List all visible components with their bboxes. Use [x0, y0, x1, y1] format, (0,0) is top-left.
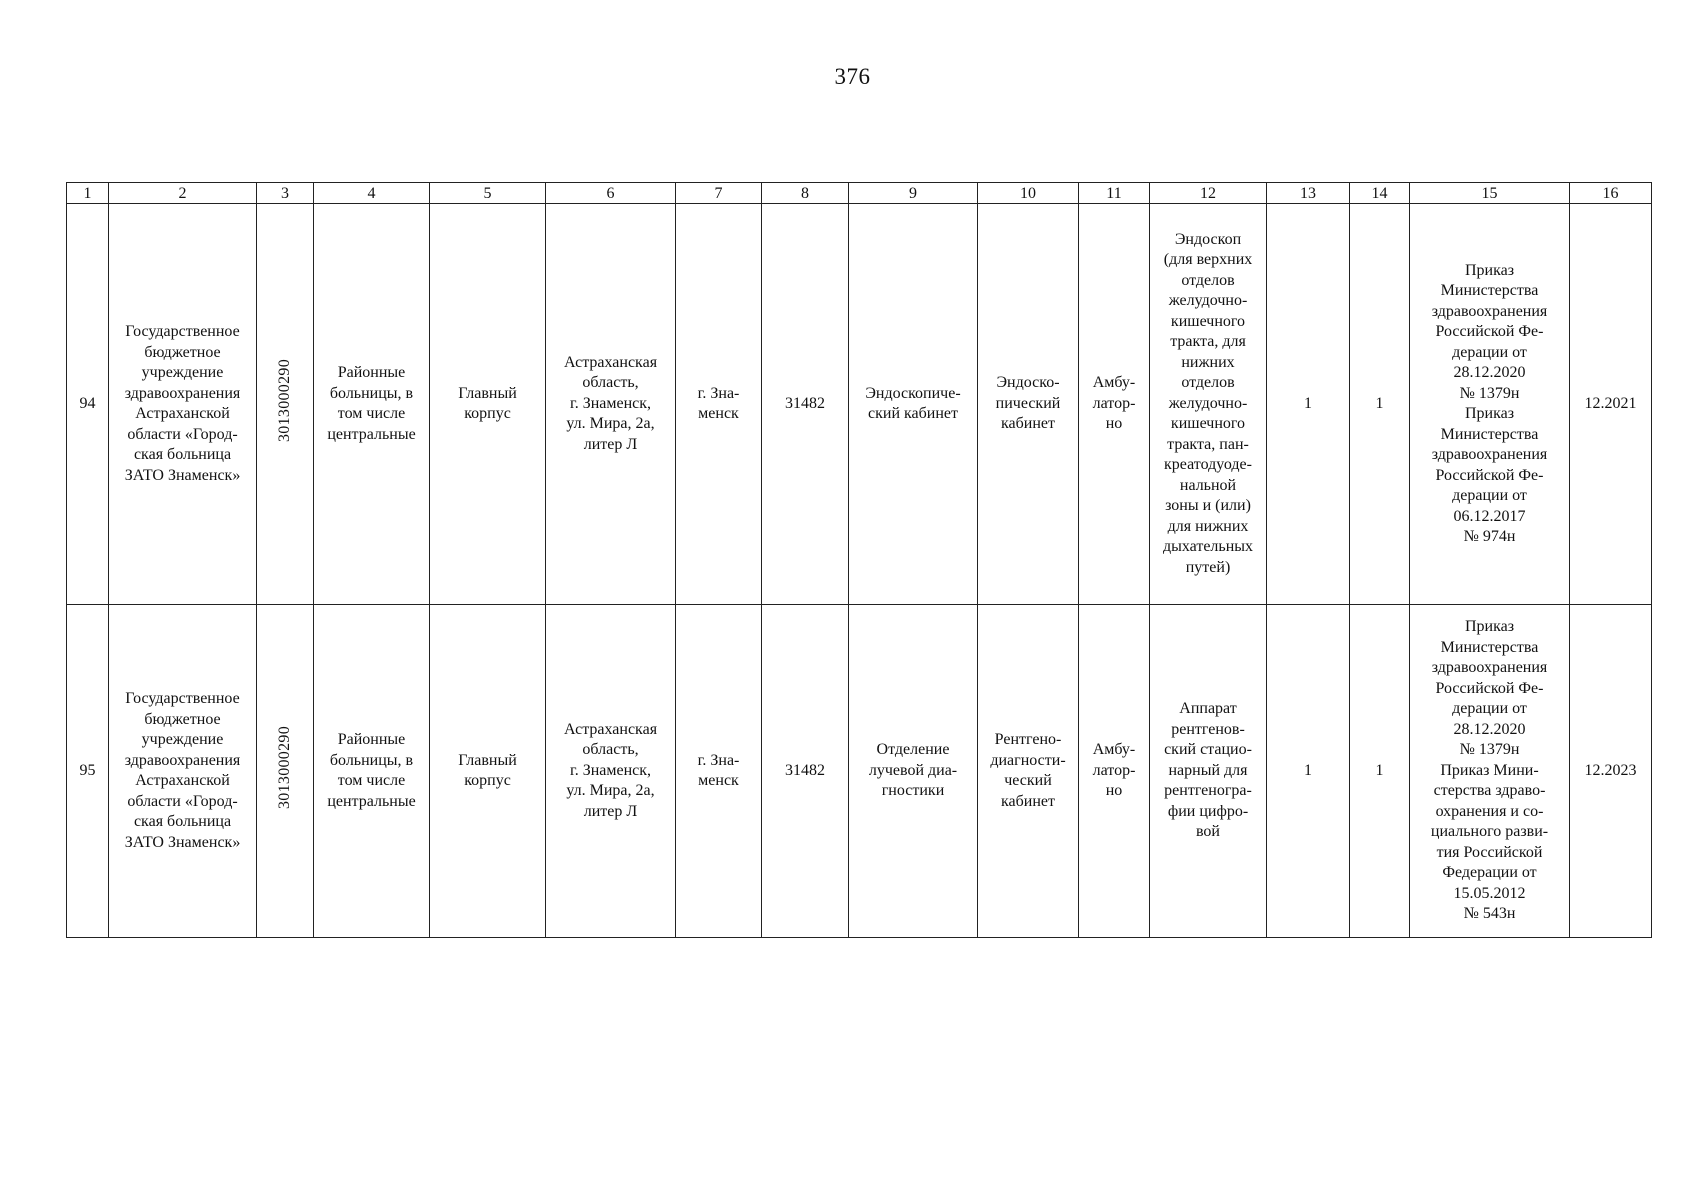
row-number: 94	[79, 394, 96, 412]
date-cell	[1570, 605, 1652, 938]
page-number: 376	[834, 64, 871, 89]
regulation: Приказ Министерства здравоохранения Российской Фе- дерации от 28.12.2020 № 1379н Приказ Министерства здравоохранения Российской Фе- дерации от 06.12.2017 № 974н	[1431, 261, 1548, 545]
building-cell	[430, 204, 546, 605]
column-header-14: 14	[1350, 183, 1410, 204]
quantity-cell-13	[1267, 605, 1350, 938]
organization-cell	[109, 204, 257, 605]
facility-type-cell	[314, 605, 430, 938]
column-header-1: 1	[67, 183, 109, 204]
code-cell	[762, 204, 849, 605]
facility-type-cell	[314, 204, 430, 605]
column-header-13: 13	[1267, 183, 1350, 204]
facility-type: Районные больницы, в том числе центральные	[327, 364, 416, 443]
building-cell	[430, 605, 546, 938]
quantity-13: 1	[1304, 761, 1312, 779]
row-number-cell	[67, 204, 109, 605]
facility-type: Районные больницы, в том числе центральные	[327, 731, 416, 810]
date: 12.2021	[1584, 394, 1637, 412]
column-header-5: 5	[430, 183, 546, 204]
city-cell	[676, 605, 762, 938]
address-cell	[546, 605, 676, 938]
row-number: 95	[79, 761, 96, 779]
care-mode: Амбу- латор- но	[1092, 374, 1136, 433]
table-row	[67, 204, 1652, 605]
organization-cell	[109, 605, 257, 938]
regulation-cell	[1410, 605, 1570, 938]
code: 31482	[785, 394, 825, 412]
column-header-3: 3	[257, 183, 314, 204]
inn-code: 3013000290	[275, 726, 293, 810]
quantity-cell-14	[1350, 605, 1410, 938]
address-cell	[546, 204, 676, 605]
department-cell	[849, 605, 978, 938]
header-row	[67, 183, 1652, 204]
organization-name: Государственное бюджетное учреждение здравоохранения Астраханской области «Город- ская больница ЗАТО Знаменск»	[124, 323, 241, 484]
city: г. Зна- менск	[697, 751, 740, 789]
date-cell	[1570, 204, 1652, 605]
equipment: Аппарат рентгенов- ский стацио- нарный для рентгеногра- фии цифро- вой	[1164, 700, 1252, 841]
inn-code: 3013000290	[275, 359, 293, 443]
department: Эндоскопиче- ский кабинет	[865, 384, 961, 422]
inn-cell	[257, 605, 314, 938]
address: Астраханская область, г. Знаменск, ул. Мира, 2а, литер Л	[563, 720, 658, 820]
building: Главный корпус	[458, 751, 517, 789]
care-mode: Амбу- латор- но	[1092, 741, 1136, 800]
quantity-13: 1	[1304, 394, 1312, 412]
quantity-14: 1	[1375, 394, 1384, 412]
department: Отделение лучевой диа- гностики	[868, 741, 958, 800]
quantity-14: 1	[1375, 761, 1384, 779]
column-header-9: 9	[849, 183, 978, 204]
quantity-cell-14	[1350, 204, 1410, 605]
address: Астраханская область, г. Знаменск, ул. Мира, 2а, литер Л	[563, 353, 658, 453]
equipment: Эндоскоп (для верхних отделов желудочно- кишечного тракта, для нижних отделов желудочно- кишечного тракта, пан- креатодуоде- нальной зоны и (или) для нижних дыхательных путей)	[1162, 230, 1254, 576]
building: Главный корпус	[458, 384, 517, 422]
organization-name: Государственное бюджетное учреждение здравоохранения Астраханской области «Город- ская больница ЗАТО Знаменск»	[124, 690, 241, 851]
column-header-8: 8	[762, 183, 849, 204]
table-row	[67, 605, 1652, 938]
column-header-16: 16	[1570, 183, 1652, 204]
city-cell	[676, 204, 762, 605]
column-header-2: 2	[109, 183, 257, 204]
care-mode-cell	[1079, 204, 1150, 605]
column-header-6: 6	[546, 183, 676, 204]
room: Эндоско- пический кабинет	[995, 374, 1061, 433]
room-cell	[978, 204, 1079, 605]
city: г. Зна- менск	[697, 384, 740, 422]
room-cell	[978, 605, 1079, 938]
row-number-cell	[67, 605, 109, 938]
registry-table	[66, 182, 1652, 938]
room: Рентгено- диагности- ческий кабинет	[990, 731, 1066, 810]
regulation: Приказ Министерства здравоохранения Российской Фе- дерации от 28.12.2020 № 1379н Приказ Мини- стерства здраво- охранения и со- циального разви- тия Российской Федерации от 15.05.2012 № 543н	[1430, 618, 1549, 923]
care-mode-cell	[1079, 605, 1150, 938]
column-header-10: 10	[978, 183, 1079, 204]
column-header-4: 4	[314, 183, 430, 204]
inn-cell	[257, 204, 314, 605]
column-header-12: 12	[1150, 183, 1267, 204]
regulation-cell	[1410, 204, 1570, 605]
equipment-cell	[1150, 204, 1267, 605]
equipment-cell	[1150, 605, 1267, 938]
date: 12.2023	[1584, 761, 1637, 779]
column-header-11: 11	[1079, 183, 1150, 204]
department-cell	[849, 204, 978, 605]
code-cell	[762, 605, 849, 938]
column-header-15: 15	[1410, 183, 1570, 204]
code: 31482	[785, 761, 825, 779]
column-header-7: 7	[676, 183, 762, 204]
quantity-cell-13	[1267, 204, 1350, 605]
